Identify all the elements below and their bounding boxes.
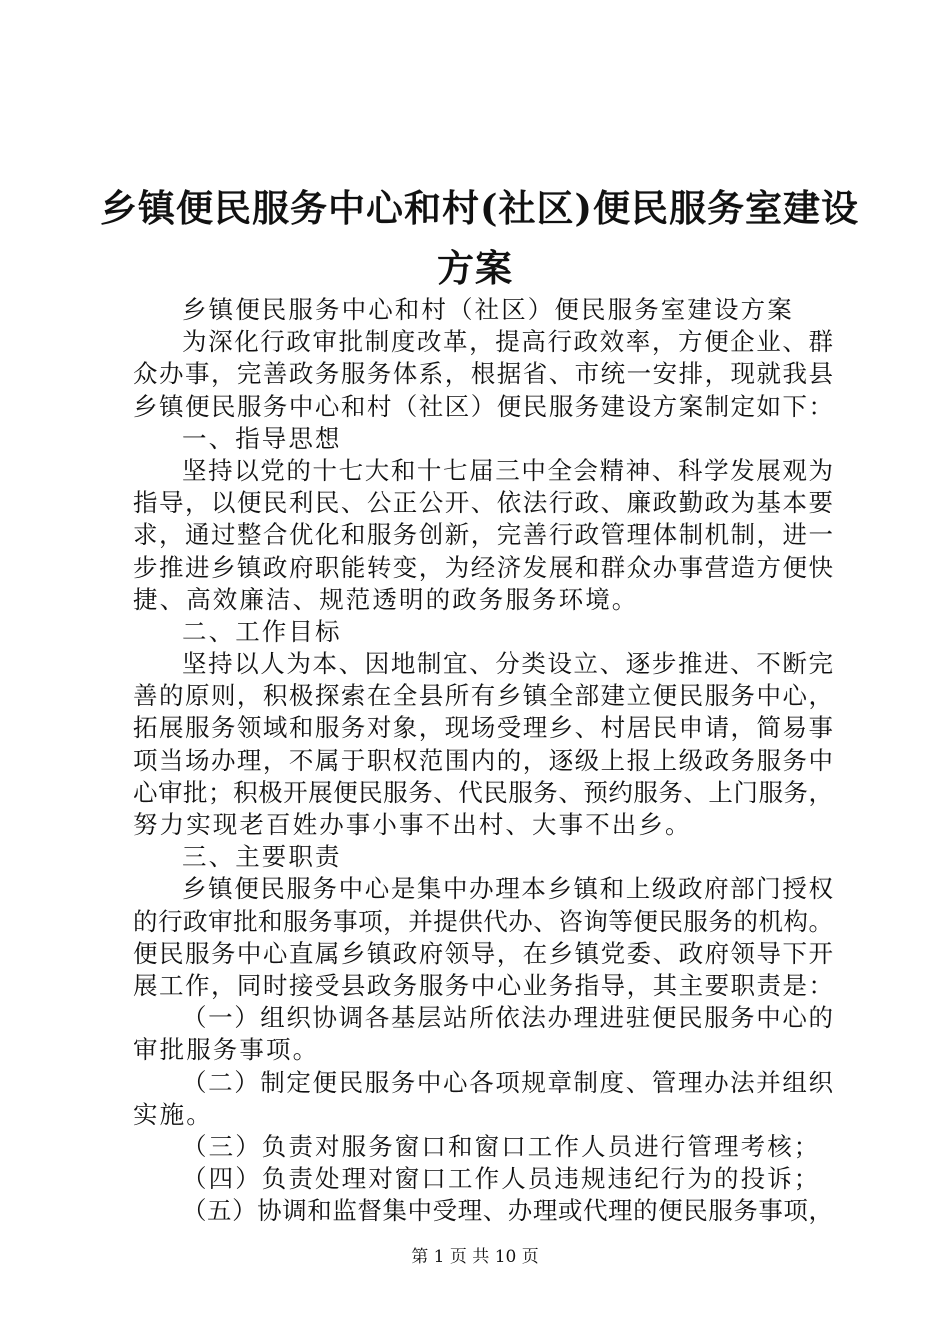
body-line: 指导，以便民利民、公正公开、依法行政、廉政勤政为基本要 — [133, 488, 833, 518]
body-line: 展工作，同时接受县政务服务中心业务指导，其主要职责是： — [133, 970, 833, 1000]
body-line: （二）制定便民服务中心各项规章制度、管理办法并组织 — [182, 1067, 833, 1097]
body-line: 便民服务中心直属乡镇政府领导，在乡镇党委、政府领导下开 — [133, 938, 833, 968]
body-line: 坚持以党的十七大和十七届三中全会精神、科学发展观为 — [182, 455, 833, 485]
body-line: 拓展服务领域和服务对象，现场受理乡、村居民申请，简易事 — [133, 713, 833, 743]
body-line: 众办事，完善政务服务体系，根据省、市统一安排，现就我县 — [133, 359, 833, 389]
body-line: 审批服务事项。 — [133, 1035, 320, 1065]
body-line: 努力实现老百姓办事小事不出村、大事不出乡。 — [133, 810, 692, 839]
body-line: 的行政审批和服务事项，并提供代办、咨询等便民服务的机构。 — [133, 906, 833, 936]
body-line: 一、指导思想 — [182, 423, 342, 453]
body-line: 求，通过整合优化和服务创新，完善行政管理体制机制，进一 — [133, 520, 833, 550]
body-line: （四）负责处理对窗口工作人员违规违纪行为的投诉； — [182, 1164, 821, 1194]
document-title-line-2: 方案 — [437, 246, 513, 290]
body-line: 坚持以人为本、因地制宜、分类设立、逐步推进、不断完 — [182, 649, 833, 679]
body-line: 乡镇便民服务中心和村（社区）便民服务建设方案制定如下： — [133, 391, 833, 421]
body-line: 捷、高效廉洁、规范透明的政务服务环境。 — [133, 584, 639, 614]
document-title-line-1: 乡镇便民服务中心和村(社区)便民服务室建设 — [100, 186, 860, 230]
body-line: 乡镇便民服务中心和村（社区）便民服务室建设方案 — [182, 295, 794, 324]
body-line: 心审批；积极开展便民服务、代民服务、预约服务、上门服务， — [133, 777, 833, 807]
page-footer: 第 1 页 共 10 页 — [411, 1247, 539, 1267]
document-body — [133, 294, 833, 1227]
body-line: （一）组织协调各基层站所依法办理进驻便民服务中心的 — [182, 1003, 833, 1033]
body-line: 善的原则，积极探索在全县所有乡镇全部建立便民服务中心， — [133, 681, 833, 711]
body-line: （三）负责对服务窗口和窗口工作人员进行管理考核； — [182, 1131, 821, 1161]
body-line: （五）协调和监督集中受理、办理或代理的便民服务事项， — [182, 1196, 833, 1226]
body-line: 乡镇便民服务中心是集中办理本乡镇和上级政府部门授权 — [182, 874, 833, 904]
body-line: 二、工作目标 — [182, 616, 342, 646]
body-line: 为深化行政审批制度改革，提高行政效率，方便企业、群 — [182, 327, 833, 357]
body-line: 实施。 — [133, 1099, 213, 1129]
body-line: 项当场办理，不属于职权范围内的，逐级上报上级政务服务中 — [133, 745, 833, 775]
body-line: 三、主要职责 — [182, 842, 342, 872]
body-line: 步推进乡镇政府职能转变，为经济发展和群众办事营造方便快 — [133, 552, 833, 582]
